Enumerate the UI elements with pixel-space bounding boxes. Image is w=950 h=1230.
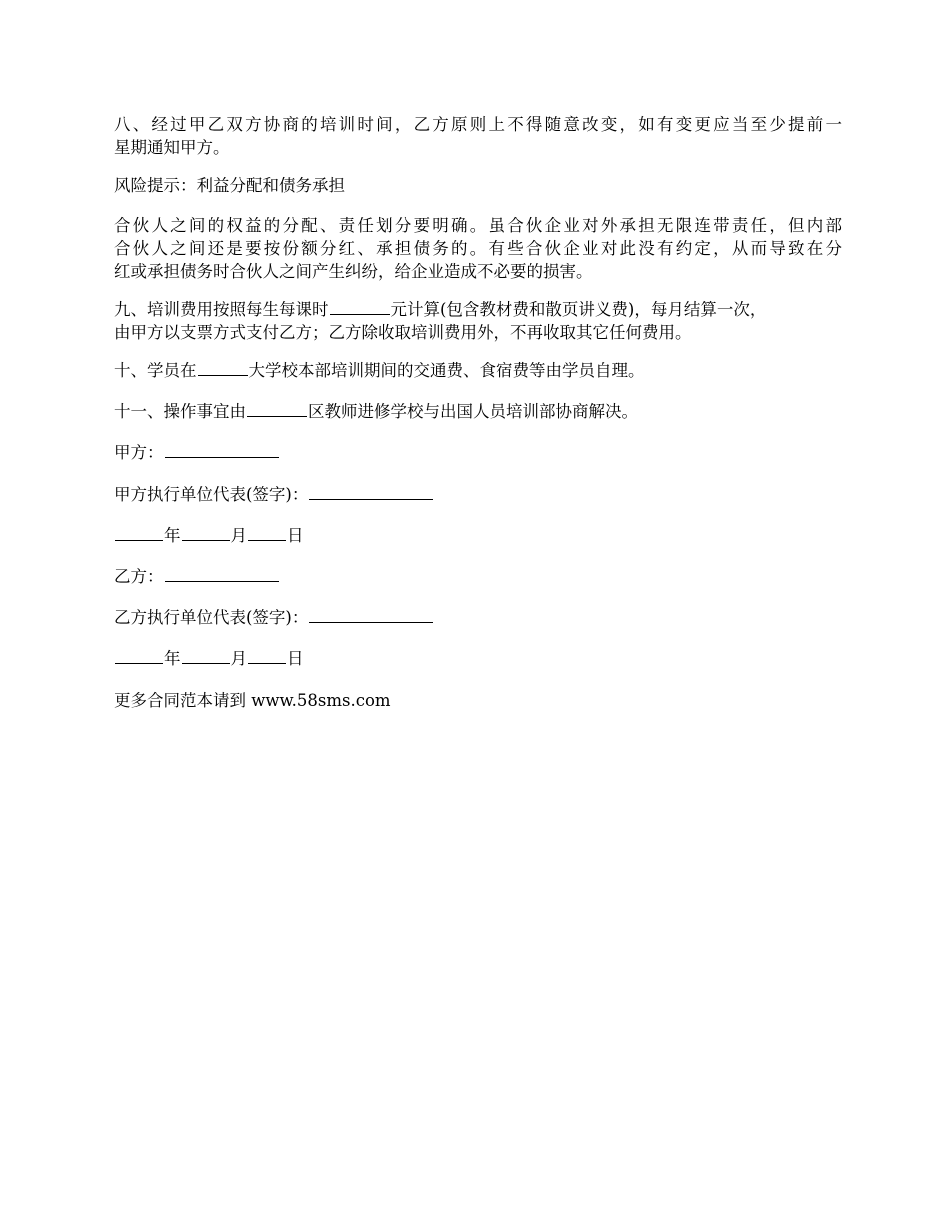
- clause-9-text-after: 元计算(包含教材费和散页讲义费)，每月结算一次，: [390, 300, 767, 319]
- party-b-date: [114, 647, 842, 670]
- party-b-rep-signature-blank[interactable]: [309, 607, 433, 623]
- party-a: [114, 441, 842, 464]
- day-label: 日: [287, 649, 304, 668]
- party-a-label: 甲方：: [114, 443, 164, 462]
- party-a-rep-signature-blank[interactable]: [309, 484, 433, 500]
- party-a-day-blank[interactable]: [248, 525, 286, 541]
- party-a-rep: [114, 483, 842, 506]
- party-b: [114, 565, 842, 588]
- footer-text: 更多合同范本请到 www.58sms.com: [114, 691, 391, 710]
- risk-title: [114, 174, 842, 197]
- clause-9-line-1: [114, 298, 842, 321]
- party-a-rep-label: 甲方执行单位代表(签字)：: [114, 485, 309, 504]
- clause-11-text-before: 十一、操作事宜由: [114, 402, 246, 421]
- clause-10: [114, 359, 842, 382]
- party-a-line: [114, 441, 842, 464]
- day-label: 日: [287, 526, 304, 545]
- risk-body-line-2: 合伙人之间还是要按份额分红、承担债务的。有些合伙企业对此没有约定，从而导致在分: [114, 239, 842, 258]
- district-blank[interactable]: [247, 401, 307, 417]
- clause-8: [114, 113, 842, 159]
- clause-10-text-before: 十、学员在: [114, 361, 197, 380]
- party-b-rep-label: 乙方执行单位代表(签字)：: [114, 608, 309, 627]
- party-a-month-blank[interactable]: [182, 525, 230, 541]
- month-label: 月: [230, 526, 247, 545]
- party-b-year-blank[interactable]: [115, 648, 163, 664]
- clause-8-line-1: 八、经过甲乙双方协商的培训时间，乙方原则上不得随意改变，如有变更应当至少提前一: [114, 115, 842, 134]
- risk-title-text: 风险提示：利益分配和债务承担: [114, 176, 345, 195]
- clause-8-line-2: 星期通知甲方。: [114, 138, 230, 157]
- university-blank[interactable]: [198, 360, 248, 376]
- clause-9: [114, 298, 842, 344]
- clause-10-text-after: 大学校本部培训期间的交通费、食宿费等由学员自理。: [248, 361, 645, 380]
- party-b-day-blank[interactable]: [248, 648, 286, 664]
- year-label: 年: [164, 649, 181, 668]
- party-b-month-blank[interactable]: [182, 648, 230, 664]
- risk-body-line-3: 红或承担债务时合伙人之间产生纠纷，给企业造成不必要的损害。: [114, 262, 593, 281]
- party-b-label: 乙方：: [114, 567, 164, 586]
- party-b-rep-line: [114, 606, 842, 629]
- footer: [114, 689, 842, 712]
- party-a-year-blank[interactable]: [115, 525, 163, 541]
- year-label: 年: [164, 526, 181, 545]
- risk-body: [114, 214, 842, 283]
- clause-11-text-after: 区教师进修学校与出国人员培训部协商解决。: [308, 402, 638, 421]
- month-label: 月: [230, 649, 247, 668]
- clause-9-line-2: 由甲方以支票方式支付乙方；乙方除收取培训费用外，不再收取其它任何费用。: [114, 323, 692, 342]
- clause-11-line: [114, 400, 842, 423]
- party-a-signature-blank[interactable]: [165, 442, 279, 458]
- risk-body-line-1: 合伙人之间的权益的分配、责任划分要明确。虽合伙企业对外承担无限连带责任，但内部: [114, 216, 842, 235]
- party-a-date-line: [114, 524, 842, 547]
- clause-10-line: [114, 359, 842, 382]
- party-a-rep-line: [114, 483, 842, 506]
- clause-11: [114, 400, 842, 423]
- party-b-date-line: [114, 647, 842, 670]
- party-a-date: [114, 524, 842, 547]
- clause-9-text-before: 九、培训费用按照每生每课时: [114, 300, 329, 319]
- party-b-rep: [114, 606, 842, 629]
- fee-blank[interactable]: [330, 299, 390, 315]
- party-b-signature-blank[interactable]: [165, 566, 279, 582]
- party-b-line: [114, 565, 842, 588]
